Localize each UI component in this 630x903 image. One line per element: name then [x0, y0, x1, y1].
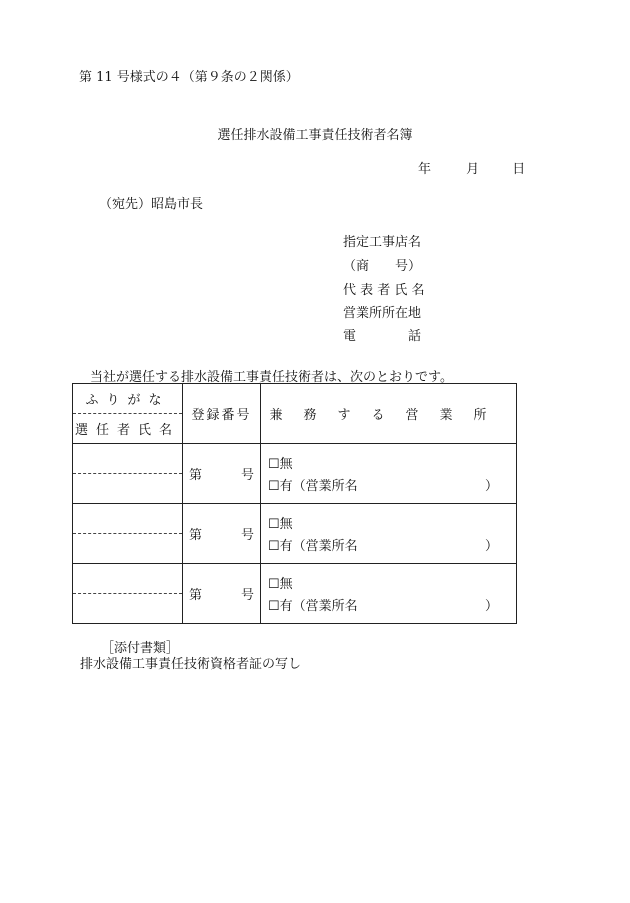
reg-cell[interactable]	[183, 504, 261, 564]
name-cell	[73, 444, 183, 504]
contractor-rep-label: 代 表 者 氏 名	[343, 283, 425, 298]
name-field[interactable]	[73, 594, 182, 623]
date-year: 年	[418, 162, 432, 177]
contractor-address-label: 営業所所在地	[343, 306, 422, 321]
intro-text: 当社が選任する排水設備工事責任技術者は、次のとおりです。	[90, 370, 453, 385]
addressee: （宛先）昭島市長	[99, 197, 204, 212]
option-none[interactable]: ☐無	[268, 577, 293, 592]
attachments-item: 排水設備工事責任技術資格者証の写し	[80, 657, 302, 672]
table-header-row	[73, 384, 517, 444]
header-furigana: ふりがな	[73, 384, 182, 414]
furigana-field[interactable]	[73, 504, 182, 534]
contractor-trade-label: （商 号）	[343, 259, 422, 274]
date-line	[418, 158, 525, 177]
reg-suffix: 号	[240, 468, 254, 483]
reg-prefix: 第	[189, 588, 203, 603]
office-cell	[261, 504, 517, 564]
option-none[interactable]: ☐無	[268, 457, 293, 472]
table-row	[73, 444, 517, 504]
attachments-heading: ［添付書類］	[101, 641, 180, 656]
option-close-paren: ）	[484, 479, 498, 494]
reg-suffix: 号	[240, 588, 254, 603]
option-yes-label: ☐有（営業所名	[268, 539, 358, 554]
reg-prefix: 第	[189, 468, 203, 483]
header-reg: 登録番号	[183, 384, 261, 444]
office-cell	[261, 564, 517, 624]
option-close-paren: ）	[484, 599, 498, 614]
name-cell	[73, 564, 183, 624]
name-cell	[73, 504, 183, 564]
date-month: 月	[466, 162, 480, 177]
contractor-phone-label: 電 話	[343, 329, 422, 344]
option-none[interactable]: ☐無	[268, 517, 293, 532]
header-name-cell	[73, 384, 183, 444]
option-yes-label: ☐有（営業所名	[268, 479, 358, 494]
furigana-field[interactable]	[73, 564, 182, 594]
reg-cell[interactable]	[183, 564, 261, 624]
office-cell	[261, 444, 517, 504]
header-name: 選任者氏名	[74, 423, 180, 438]
option-yes-label: ☐有（営業所名	[268, 599, 358, 614]
option-yes[interactable]	[261, 474, 516, 496]
reg-suffix: 号	[240, 528, 254, 543]
reg-prefix: 第	[189, 528, 203, 543]
reg-cell[interactable]	[183, 444, 261, 504]
name-field[interactable]	[73, 474, 182, 503]
table-row	[73, 564, 517, 624]
furigana-field[interactable]	[73, 444, 182, 474]
contractor-name-label: 指定工事店名	[343, 235, 422, 250]
option-close-paren: ）	[484, 539, 498, 554]
page-title: 選任排水設備工事責任技術者名簿	[217, 128, 413, 143]
date-day: 日	[512, 162, 526, 177]
option-yes[interactable]	[261, 534, 516, 556]
name-field[interactable]	[73, 534, 182, 563]
header-office: 兼務する営業所	[261, 384, 517, 444]
table-row	[73, 504, 517, 564]
technician-table	[72, 383, 517, 624]
form-number: 第 11 号様式の４（第９条の２関係）	[79, 70, 299, 85]
option-yes[interactable]	[261, 594, 516, 616]
